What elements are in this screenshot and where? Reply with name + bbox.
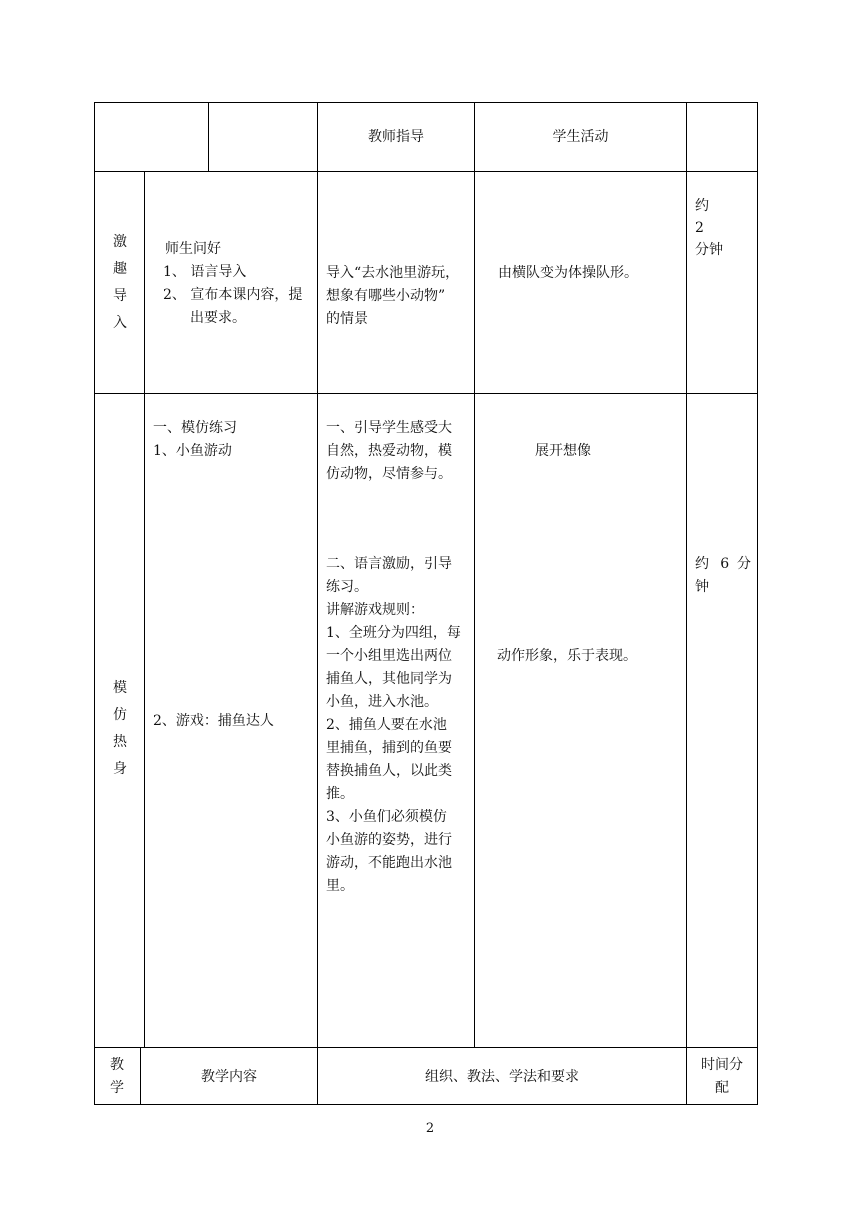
footer-organization: 组织、教法、学法和要求 [425, 1069, 579, 1085]
section1-time-line-3: 分钟 [695, 242, 723, 258]
section2-teacher-b-line-1: 二、语言激励，引导 [326, 556, 452, 572]
header-teacher-guidance: 教师指导 [368, 129, 424, 145]
section2-teacher-a-line-3: 仿动物，尽情参与。 [326, 466, 452, 482]
section2-content-line-1: 一、模仿练习 [153, 420, 237, 436]
section2-teacher-b-line-8: 2、捕鱼人要在水池 [326, 717, 447, 733]
section1-teacher-line-3: 的情景 [326, 311, 368, 327]
section1-content-line-1: 师生问好 [165, 241, 221, 257]
section1-content-line-3: 2、 宣布本课内容，提 [163, 287, 303, 303]
section2-content-game: 2、游戏：捕鱼达人 [153, 713, 274, 729]
section2-time-line-1: 约 6 分 [695, 556, 751, 572]
section2-teacher-b-line-9: 里捕鱼，捕到的鱼要 [326, 740, 452, 756]
row-divider-2 [94, 393, 758, 394]
footer-time-line-1: 时间分 [701, 1057, 743, 1073]
row-divider-1 [94, 171, 758, 172]
col-divider-teacher [474, 102, 475, 1047]
section2-teacher-a-line-1: 一、引导学生感受大 [326, 420, 452, 436]
col-divider-content [317, 102, 318, 1105]
row-divider-3 [94, 1047, 758, 1048]
section2-teacher-b-line-12: 3、小鱼们必须模仿 [326, 809, 447, 825]
section1-teacher-line-1: 导入“去水池里游玩， [326, 265, 460, 281]
section2-teacher-b-line-5: 一个小组里选出两位 [326, 648, 452, 664]
col-divider-time [686, 102, 687, 1105]
section2-teacher-b-line-11: 推。 [326, 786, 354, 802]
table-border-left [94, 102, 95, 1105]
footer-teaching-content: 教学内容 [201, 1069, 257, 1085]
section2-content-line-2: 1、小鱼游动 [153, 443, 232, 459]
section1-label: 激 趣 导 入 [113, 234, 127, 331]
table-border-right [757, 102, 758, 1105]
section2-teacher-a-line-2: 自然，热爱动物，模 [326, 443, 452, 459]
section1-student-activity: 由横队变为体操队形。 [498, 265, 638, 281]
table-border-top [94, 102, 758, 103]
col-divider-label [144, 171, 145, 1047]
section2-teacher-b-line-3: 讲解游戏规则： [326, 602, 424, 618]
section2-student-performance: 动作形象，乐于表现。 [497, 648, 637, 664]
footer-time-line-2: 配 [715, 1080, 729, 1096]
section2-teacher-b-line-7: 小鱼，进入水池。 [326, 694, 438, 710]
section1-content-line-4: 出要求。 [190, 310, 246, 326]
section1-teacher-line-2: 想象有哪些小动物” [326, 288, 446, 304]
section2-teacher-b-line-4: 1、全班分为四组，每 [326, 625, 461, 641]
section2-student-imagine: 展开想像 [535, 443, 591, 459]
section1-time-line-2: 2 [695, 220, 704, 236]
page-number: 2 [425, 1121, 435, 1136]
section2-time-line-2: 钟 [695, 579, 709, 595]
section2-teacher-b-line-13: 小鱼游的姿势，进行 [326, 832, 452, 848]
section2-teacher-b-line-2: 练习。 [326, 579, 368, 595]
section2-teacher-b-line-6: 捕鱼人，其他同学为 [326, 671, 452, 687]
section2-teacher-b-line-10: 替换捕鱼人，以此类 [326, 763, 452, 779]
table-border-bottom [94, 1104, 758, 1105]
section2-label: 模 仿 热 身 [113, 680, 127, 777]
col-divider-header [208, 102, 209, 171]
section2-teacher-b-line-15: 里。 [326, 878, 354, 894]
section2-teacher-b-line-14: 游动，不能跑出水池 [326, 855, 452, 871]
footer-label-line-1: 教 [110, 1057, 124, 1073]
section1-time-line-1: 约 [695, 198, 709, 214]
footer-label-line-2: 学 [110, 1080, 124, 1096]
section1-content-line-2: 1、 语言导入 [163, 264, 247, 280]
header-student-activity: 学生活动 [552, 129, 609, 145]
